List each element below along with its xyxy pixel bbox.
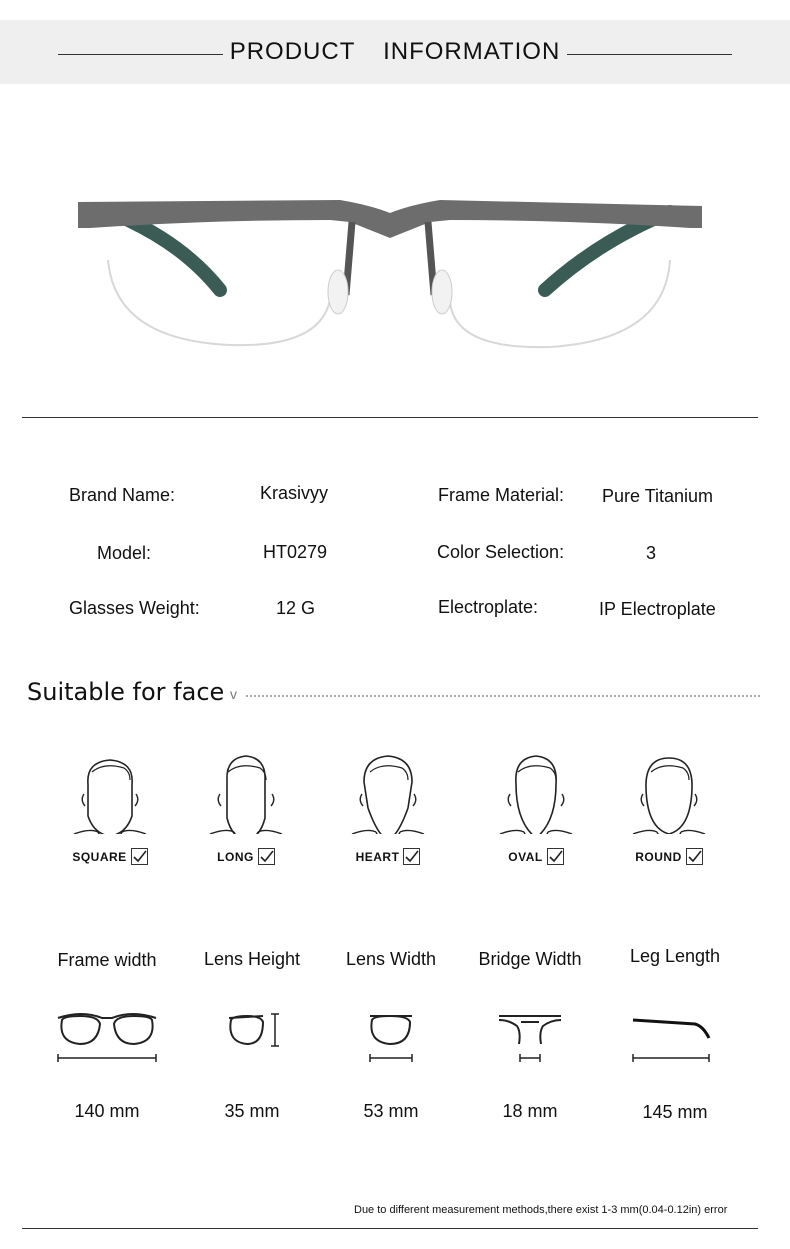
electroplate-value: IP Electroplate xyxy=(599,599,716,619)
lens-height-label: Lens Height xyxy=(203,949,301,969)
section-header xyxy=(0,20,790,84)
leg-length-label: Leg Length xyxy=(629,946,721,966)
lens-height-value: 35 mm xyxy=(224,1101,280,1121)
bridge-width-icon xyxy=(495,1000,565,1075)
glasses-weight-label: Glasses Weight: xyxy=(69,598,200,618)
dotted-divider xyxy=(246,695,760,697)
color-selection-label: Color Selection: xyxy=(437,542,565,562)
face-heart-option xyxy=(340,848,436,866)
face-label: HEART xyxy=(355,850,400,864)
checkbox-checked-icon xyxy=(258,848,275,865)
face-label: LONG xyxy=(217,850,254,864)
leg-length-icon xyxy=(625,1000,725,1075)
measurement-note: Due to different measurement methods,there exist 1-3 mm(0.04-0.12in) error xyxy=(354,1204,728,1216)
frame-width-icon xyxy=(52,1000,162,1075)
product-image xyxy=(70,180,710,360)
face-heart-icon xyxy=(348,752,428,839)
glasses-image xyxy=(70,180,710,360)
lens-width-icon xyxy=(356,1000,426,1075)
brand-label: Brand Name: xyxy=(69,485,176,505)
glasses-weight-value: 12 G xyxy=(276,598,316,618)
color-selection-value: 3 xyxy=(646,543,657,563)
suitable-for-face-title: Suitable for face xyxy=(27,678,225,706)
face-long-option xyxy=(198,848,294,866)
lens-width-label: Lens Width xyxy=(345,949,437,969)
model-label: Model: xyxy=(97,543,152,563)
face-square-option xyxy=(62,848,158,866)
face-label: SQUARE xyxy=(72,850,127,864)
leg-length-value: 145 mm xyxy=(642,1102,708,1122)
model-value: HT0279 xyxy=(263,542,328,562)
bridge-width-value: 18 mm xyxy=(502,1101,558,1121)
checkbox-checked-icon xyxy=(403,848,420,865)
checkbox-checked-icon xyxy=(686,848,703,865)
frame-width-label: Frame width xyxy=(57,950,157,970)
chevron-down-icon: v xyxy=(230,686,237,702)
header-title xyxy=(0,38,790,66)
checkbox-checked-icon xyxy=(131,848,148,865)
face-round-icon xyxy=(629,752,709,839)
bridge-width-label: Bridge Width xyxy=(478,949,582,969)
lens-width-value: 53 mm xyxy=(363,1101,419,1121)
electroplate-label: Electroplate: xyxy=(438,597,539,617)
frame-material-value: Pure Titanium xyxy=(602,486,714,506)
face-square-icon xyxy=(70,752,150,839)
face-label: ROUND xyxy=(635,850,682,864)
bottom-divider xyxy=(22,1228,758,1229)
face-label: OVAL xyxy=(508,850,543,864)
lens-height-icon xyxy=(217,1000,287,1075)
header-title-word-1: PRODUCT xyxy=(229,38,356,65)
section-divider xyxy=(22,417,758,418)
face-oval-icon xyxy=(496,752,576,839)
face-long-icon xyxy=(206,752,286,839)
brand-value: Krasivyy xyxy=(260,483,329,503)
header-title-word-2: INFORMATION xyxy=(383,38,561,65)
checkbox-checked-icon xyxy=(547,848,564,865)
frame-width-value: 140 mm xyxy=(74,1101,140,1121)
face-oval-option xyxy=(488,848,584,866)
frame-material-label: Frame Material: xyxy=(438,485,565,505)
face-round-option xyxy=(621,848,717,866)
